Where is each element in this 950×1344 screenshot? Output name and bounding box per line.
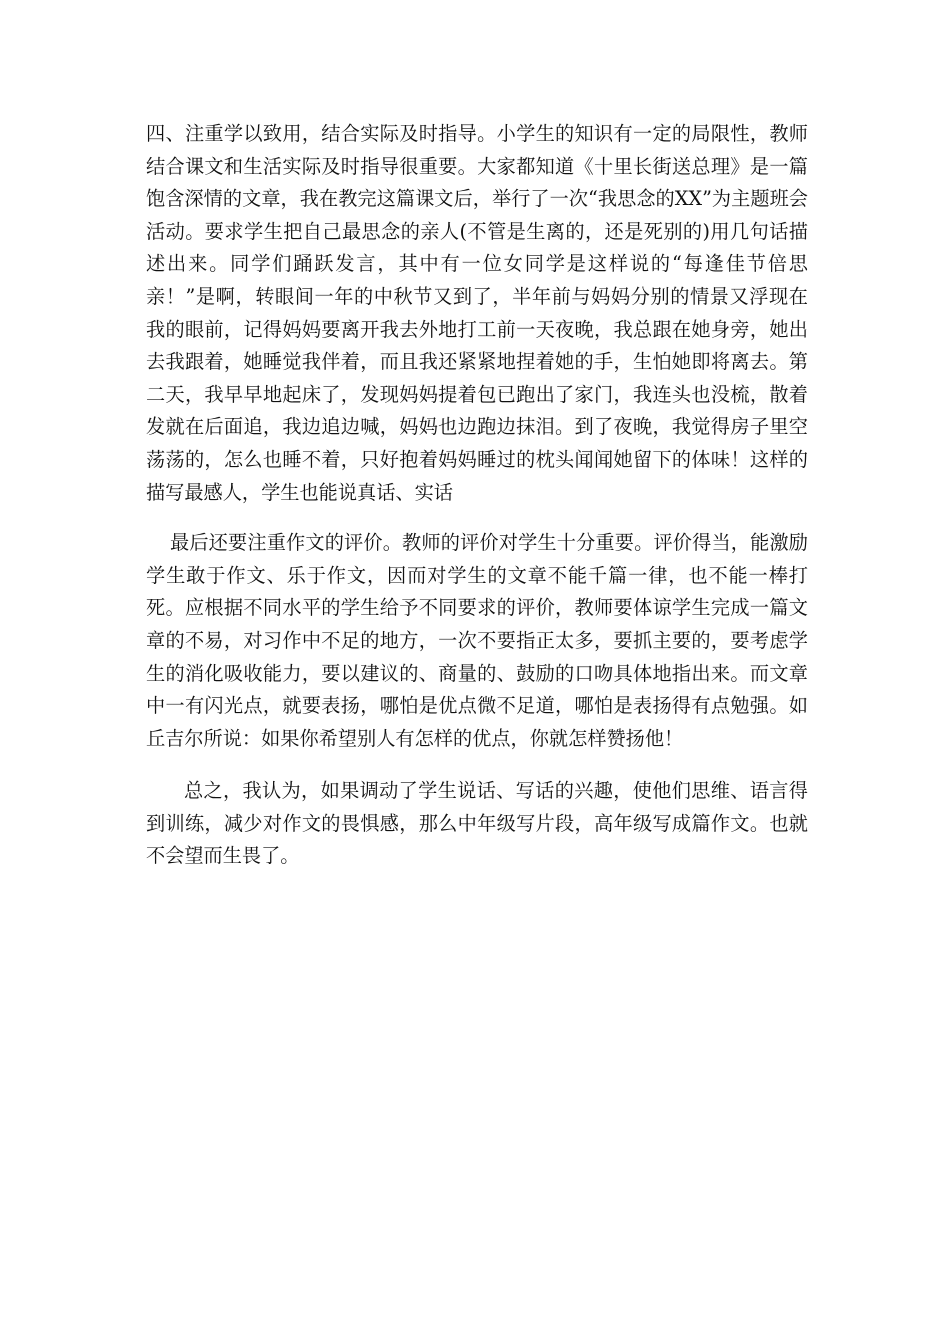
- paragraph-1: 四、注重学以致用，结合实际及时指导。小学生的知识有一定的局限性，教师结合课文和生活实际及时指导很重要。大家都知道《十里长街送总理》是一篇饱含深情的文章，我在教完这篇课文后，举行了一次“我思念的XX”为主题班会活动。要求学生把自己最思念的亲人(不管是生离的，还是死别的)用几句话描述出来。同学们踊跃发言，其中有一位女同学是这样说的“每逢佳节倍思亲！”是啊，转眼间一年的中秋节又到了，半年前与妈妈分别的情景又浮现在我的眼前，记得妈妈要离开我去外地打工前一天夜晚，我总跟在她身旁，她出去我跟着，她睡觉我伴着，而且我还紧紧地捏着她的手，生怕她即将离去。第二天，我早早地起床了，发现妈妈提着包已跑出了家门，我连头也没梳，散着发就在后面追，我边追边喊，妈妈也边跑边抹泪。到了夜晚，我觉得房子里空荡荡的，怎么也睡不着，只好抱着妈妈睡过的枕头闻闻她留下的体味！这样的描写最感人，学生也能说真话、实话: [146, 122, 808, 504]
- document-page: [146, 118, 808, 873]
- paragraph-3: 总之，我认为，如果调动了学生说话、写话的兴趣，使他们思维、语言得到训练，减少对作文的畏惧感，那么中年级写片段，高年级写成篇作文。也就不会望而生畏了。: [146, 779, 808, 868]
- paragraph-2: 最后还要注重作文的评价。教师的评价对学生十分重要。评价得当，能激励学生敢于作文、乐于作文，因而对学生的文章不能千篇一律，也不能一棒打死。应根据不同水平的学生给予不同要求的评价，教师要体谅学生完成一篇文章的不易，对习作中不足的地方，一次不要指正太多，要抓主要的，要考虑学生的消化吸收能力，要以建议的、商量的、鼓励的口吻具体地指出来。而文章中一有闪光点，就要表扬，哪怕是优点微不足道，哪怕是表扬得有点勉强。如丘吉尔所说：如果你希望别人有怎样的优点，你就怎样赞扬他！: [146, 531, 808, 750]
